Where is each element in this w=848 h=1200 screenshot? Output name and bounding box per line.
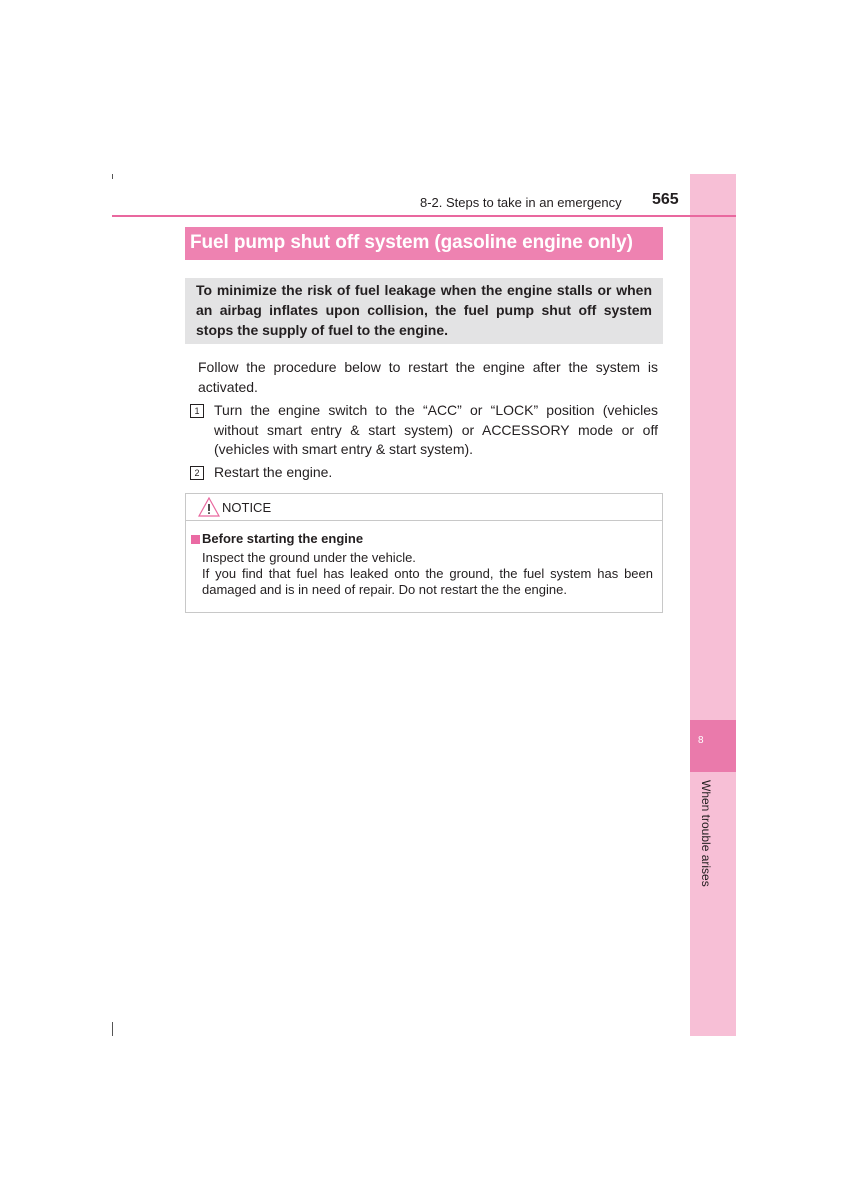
notice-box [185, 493, 663, 613]
chapter-label: When trouble arises [699, 780, 713, 887]
crop-mark-bottom-left [112, 1022, 113, 1036]
step-text: Turn the engine switch to the “ACC” or “LOCK” position (vehicles without smart entry & start system) or ACCESSORY mode or off (vehicles with smart entry & start system). [214, 402, 658, 457]
chapter-number: 8 [698, 735, 704, 746]
section-title: 8-2. Steps to take in an emergency [420, 195, 622, 210]
page-number: 565 [652, 191, 679, 208]
notice-label: NOTICE [222, 500, 272, 515]
notice-line: If you find that fuel has leaked onto the ground, the fuel system has been damaged and is in need of repair. Do not restart the the engine. [202, 566, 653, 597]
warning-triangle-icon [198, 497, 220, 517]
notice-heading: Before starting the engine [202, 531, 364, 546]
page-title: Fuel pump shut off system (gasoline engine only) [190, 232, 633, 253]
intro-box [185, 278, 663, 344]
chapter-side-tab [690, 174, 736, 1036]
notice-body [202, 550, 653, 598]
body-paragraph: Follow the procedure below to restart the engine after the system is activated. [198, 359, 658, 395]
step-number-box: 2 [190, 466, 204, 480]
title-bar [185, 227, 663, 260]
notice-divider [186, 520, 662, 521]
header-rule [112, 215, 736, 217]
intro-text: To minimize the risk of fuel leakage when the engine stalls or when an airbag inflates upon collision, the fuel pump shut off system stops the supply of fuel to the engine. [196, 282, 652, 338]
step-number-box: 1 [190, 404, 204, 418]
crop-mark-top-left [112, 174, 113, 179]
chapter-number-block [690, 720, 736, 772]
bullet-square-icon [191, 535, 200, 544]
step-text: Restart the engine. [214, 464, 333, 480]
notice-line: Inspect the ground under the vehicle. [202, 550, 416, 565]
